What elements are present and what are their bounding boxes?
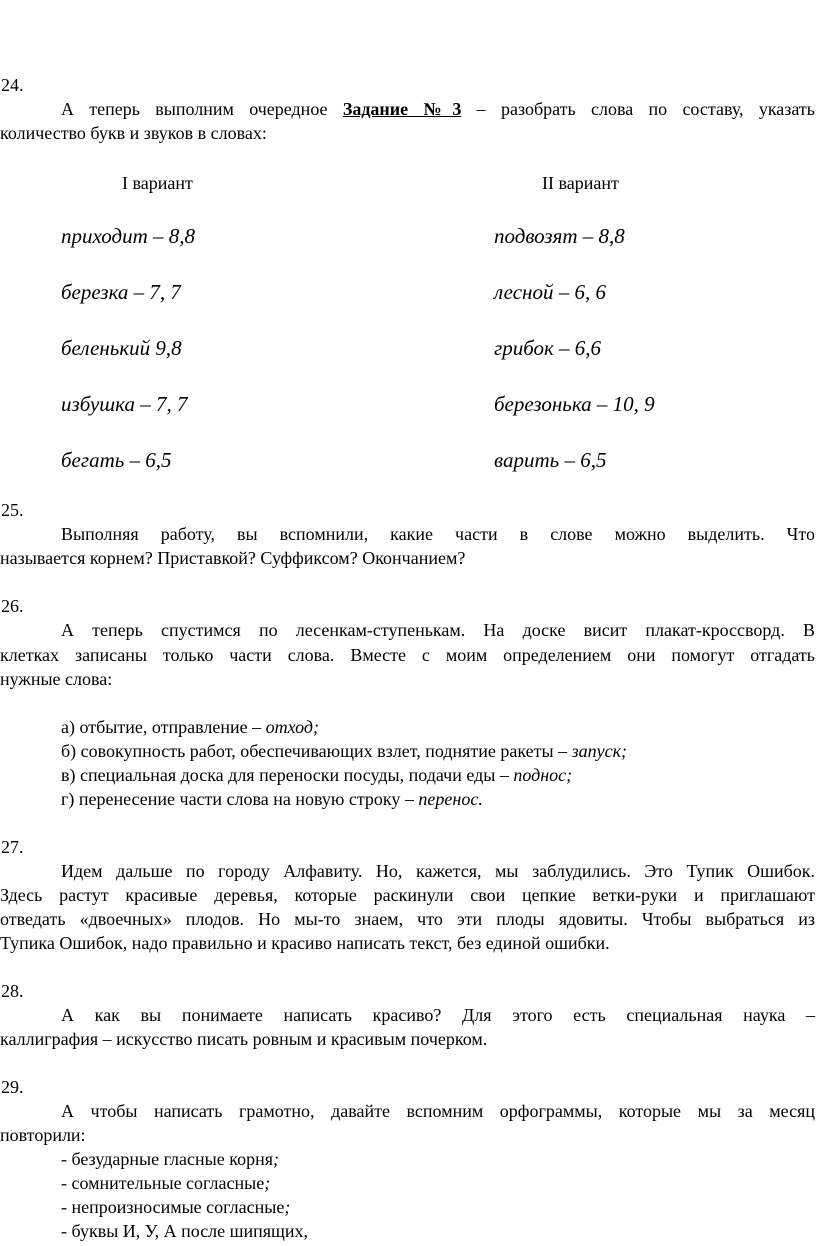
variant-2-word: грибок – 6,6 xyxy=(494,336,602,360)
crossword-definition: г) перенесение части слова на новую строку – xyxy=(61,789,414,809)
orthogram-text: - непроизносимые согласные xyxy=(61,1197,285,1217)
crossword-answer: поднос; xyxy=(513,765,573,785)
section-25-text: Выполняя работу, вы вспомнили, какие части в слове можно выделить. Что xyxy=(61,524,815,544)
section-26-line-1 xyxy=(0,620,815,641)
section-29-line-2: повторили: xyxy=(0,1125,86,1145)
section-28-line-2: каллиграфия – искусство писать ровным и красивым почерком. xyxy=(0,1029,488,1049)
orthogram-item xyxy=(61,1173,270,1194)
orthogram-text: - безударные гласные корня xyxy=(61,1149,273,1169)
crossword-item xyxy=(61,789,483,810)
section-24-intro: А теперь выполним очередное xyxy=(61,99,328,119)
crossword-item xyxy=(61,717,319,738)
section-24-line-1 xyxy=(0,99,815,120)
task-label: Задание №3 xyxy=(342,99,462,119)
variant-1-word: избушка – 7, 7 xyxy=(61,392,188,416)
crossword-answer: запуск; xyxy=(571,741,628,761)
crossword-answer: перенос. xyxy=(418,789,483,809)
section-25-line-1 xyxy=(0,524,815,545)
section-26-line-3: нужные слова: xyxy=(0,669,113,689)
orthogram-item xyxy=(61,1197,290,1218)
crossword-item xyxy=(61,765,572,786)
variant-2-word: лесной – 6, 6 xyxy=(494,280,606,304)
orthogram-item xyxy=(61,1149,279,1170)
crossword-item xyxy=(61,741,627,762)
variant-2-title: II вариант xyxy=(542,173,619,193)
section-27-line-4: Тупика Ошибок, надо правильно и красиво написать текст, без единой ошибки. xyxy=(0,933,610,953)
variant-2-word: березонька – 10, 9 xyxy=(494,392,655,416)
orthogram-mark: ; xyxy=(284,1197,291,1217)
variant-1-title: I вариант xyxy=(122,173,193,193)
section-26-text: А теперь спустимся по лесенкам-ступенькам. На доске висит плакат-кроссворд. В xyxy=(61,620,815,640)
section-24-task-desc: – разобрать слова по составу, указать xyxy=(476,99,815,119)
variant-1-word: приходит – 8,8 xyxy=(61,224,196,248)
section-28-line-1 xyxy=(0,1005,815,1026)
section-28-number: 28. xyxy=(1,981,24,1001)
section-27-number: 27. xyxy=(1,837,24,857)
variant-2-word: подвозят – 8,8 xyxy=(494,224,625,248)
orthogram-mark: ; xyxy=(272,1149,279,1169)
section-26-number: 26. xyxy=(1,596,24,616)
section-29-number: 29. xyxy=(1,1077,24,1097)
orthogram-text: - сомнительные согласные xyxy=(61,1173,265,1193)
crossword-answer: отход; xyxy=(265,717,319,737)
variant-1-word: бегать – 6,5 xyxy=(61,448,172,472)
section-27-line-3: отведать «двоечных» плодов. Но мы-то знаем, что эти плоды ядовиты. Чтобы выбраться из xyxy=(0,909,815,929)
section-24-number: 24. xyxy=(1,75,24,95)
crossword-definition: а) отбытие, отправление – xyxy=(61,717,262,737)
orthogram-item xyxy=(61,1221,308,1242)
section-27-text: Идем дальше по городу Алфавиту. Но, кажется, мы заблудились. Это Тупик Ошибок. xyxy=(61,861,815,881)
section-24-line-2: количество букв и звуков в словах: xyxy=(0,123,267,143)
section-29-text: А чтобы написать грамотно, давайте вспомним орфограммы, которые мы за месяц xyxy=(61,1101,815,1121)
section-25-line-2: называется корнем? Приставкой? Суффиксом? Окончанием? xyxy=(0,548,466,568)
section-25-number: 25. xyxy=(1,500,24,520)
section-28-text: А как вы понимаете написать красиво? Для этого есть специальная наука – xyxy=(61,1005,815,1025)
orthogram-mark: ; xyxy=(264,1173,271,1193)
variant-2-word: варить – 6,5 xyxy=(494,448,607,472)
orthogram-text: - буквы И, У, А после шипящих, xyxy=(61,1221,309,1241)
section-27-line-2: Здесь растут красивые деревья, которые раскинули свои цепкие ветки-руки и приглашают xyxy=(0,885,815,905)
crossword-definition: в) специальная доска для переноски посуды, подачи еды – xyxy=(61,765,509,785)
section-29-line-1 xyxy=(0,1101,815,1122)
section-27-line-1 xyxy=(0,861,815,882)
variant-1-word: березка – 7, 7 xyxy=(61,280,181,304)
crossword-definition: б) совокупность работ, обеспечивающих взлет, поднятие ракеты – xyxy=(61,741,568,761)
section-26-line-2: клетках записаны только части слова. Вместе с моим определением они помогут отгадать xyxy=(0,645,815,665)
variant-1-word: беленький 9,8 xyxy=(61,336,182,360)
